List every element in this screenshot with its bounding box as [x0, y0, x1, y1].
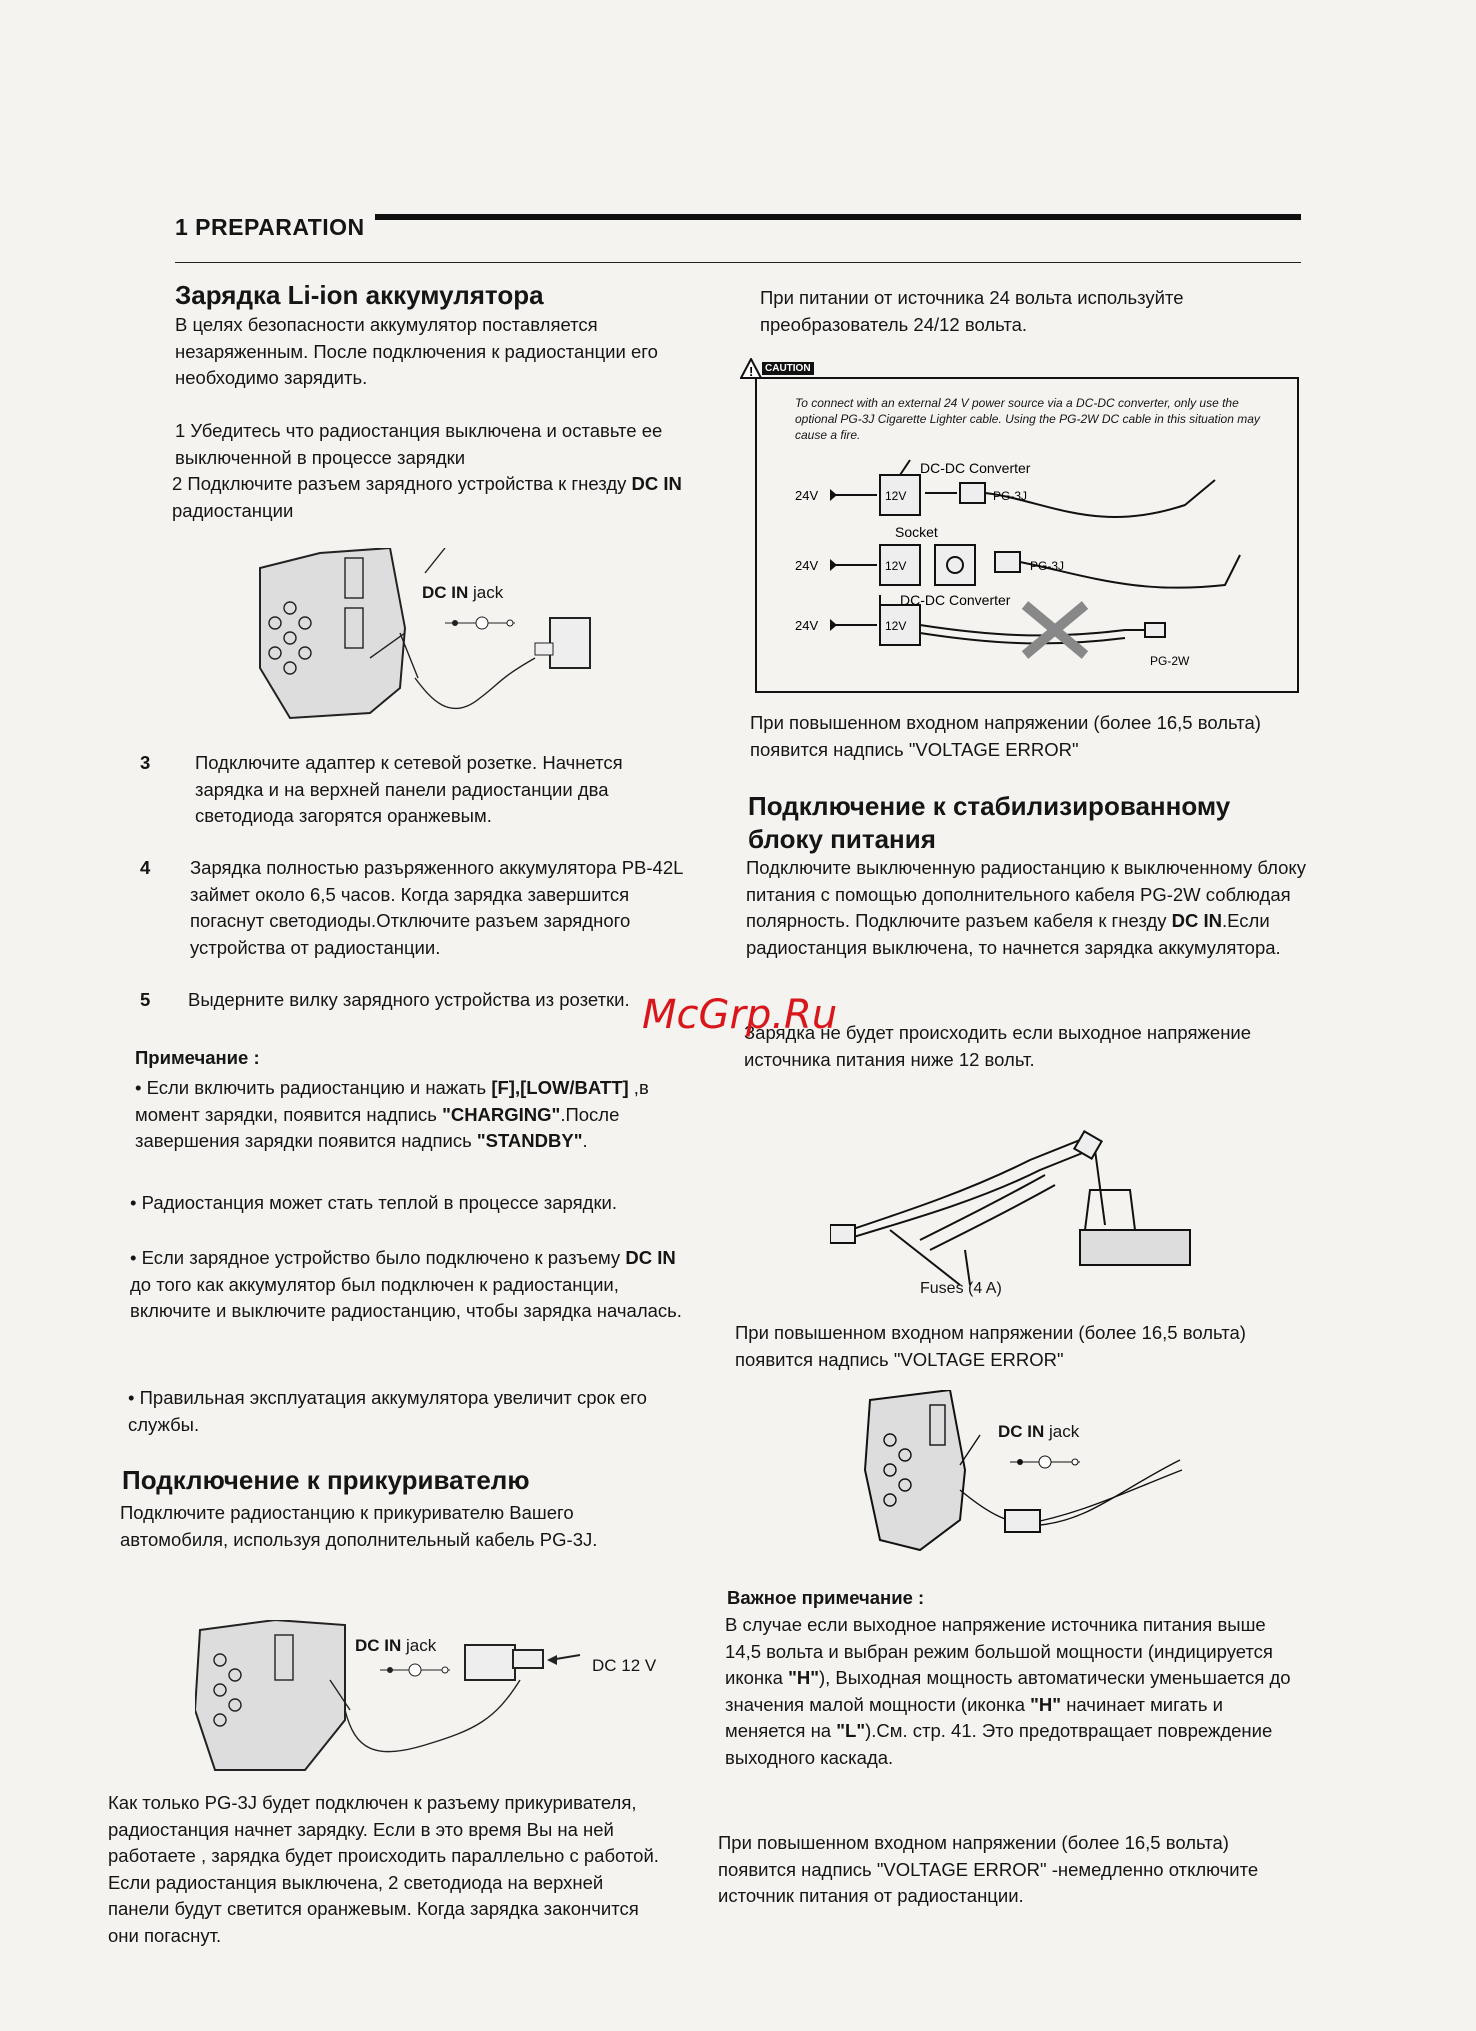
cig-jack-label: DC IN jack: [355, 1636, 437, 1655]
watermark: McGrp.Ru: [642, 992, 838, 1038]
step-4: [140, 855, 700, 987]
note-bullet-1: • Если включить радиостанцию и нажать [F],[LOW/BATT] ,в момент зарядки, появится надпись "CHARGING".После завершения зарядки появится надпись "STANDBY".: [135, 1077, 649, 1151]
step-list: [140, 750, 700, 1043]
stab-text: Подключите выключенную радиостанцию к выключенному блоку питания с помощью дополнительного кабеля PG-2W соблюдая полярность. Подключите разъем кабеля к гнезду DC IN.Если радиостанция выключена, то начнется зарядка аккумулятора.: [746, 857, 1306, 958]
fuses-figure: [830, 1130, 1200, 1305]
step-4-text: Зарядка полностью разъряженного аккумулятора PB-42L займет около 6,5 часов. Когда зарядка завершится погаснут светодиоды.Отключите разъем зарядного устройства от радиостанции.: [190, 857, 683, 958]
note-bullet-4: • Правильная эксплуатация аккумулятора увеличит срок его службы.: [128, 1387, 647, 1435]
charge-step2: 2 Подключите разъем зарядного устройства к гнезду DC IN радиостанции: [172, 473, 682, 521]
cig-title: Подключение к прикуривателю: [122, 1465, 530, 1495]
caution-24v-3: 24V: [795, 618, 819, 633]
svg-text:!: !: [749, 364, 754, 379]
caution-pg3j-1: PG-3J: [993, 489, 1028, 503]
step-3-text: Подключите адаптер к сетевой розетке. Начнется зарядка и на верхней панели радиостанции два светодиода загорятся оранжевым.: [195, 752, 623, 826]
caution-dcdc-1: DC-DC Converter: [920, 460, 1031, 476]
caution-pg2w: PG-2W: [1150, 654, 1190, 668]
caution-label: CAUTION: [762, 362, 814, 375]
caution-socket: Socket: [895, 524, 938, 540]
fuses-label: Fuses (4 A): [920, 1280, 1002, 1297]
step-4-number: 4: [140, 857, 151, 878]
charge-title: Зарядка Li-ion аккумулятора: [175, 280, 544, 310]
important-title: Важное примечание :: [727, 1587, 925, 1608]
right-top-text: При питании от источника 24 вольта используйте преобразователь 24/12 вольта.: [760, 287, 1184, 335]
note-bullet-2: • Радиостанция может стать теплой в процессе зарядки.: [130, 1192, 618, 1213]
charger-figure: [250, 548, 610, 723]
important-p1: В случае если выходное напряжение источника питания выше 14,5 вольта и выбран режим большой мощности (индицируется иконка "H"), Выходная мощность автоматически уменьшается до значения малой мощности (иконка "H" начинает мигать и меняется на "L").См. стр. 41. Это предотвращает повреждение выходного каскада.: [725, 1614, 1291, 1768]
cig-text: Подключите радиостанцию к прикуривателю Вашего автомобиля, используя дополнительный кабель PG-3J.: [120, 1502, 598, 1550]
caution-12v-1: 12V: [885, 489, 907, 503]
step-3: [140, 750, 700, 855]
step-5-text: Выдерните вилку зарядного устройства из розетки.: [188, 989, 630, 1010]
note-title: Примечание :: [135, 1047, 260, 1068]
caution-12v-2: 12V: [885, 559, 907, 573]
note-bullet-3: • Если зарядное устройство было подключено к разъему DC IN до того как аккумулятор был подключен к радиостанции, включите и выключите радиостанцию, чтобы зарядка началась.: [130, 1247, 682, 1321]
caution-12v-3: 12V: [885, 619, 907, 633]
caution-dcdc-2: DC-DC Converter: [900, 592, 1011, 608]
dcin-figure-right: [860, 1390, 1190, 1560]
voltage-error-1: При повышенном входном напряжении (более 16,5 вольта) появится надпись "VOLTAGE ERROR": [750, 712, 1261, 760]
charge-step1: 1 Убедитесь что радиостанция выключена и оставьте ее выключенной в процессе зарядки: [175, 420, 663, 468]
dcin-right-label: DC IN jack: [998, 1422, 1080, 1441]
voltage-error-2: При повышенном входном напряжении (более 16,5 вольта) появится надпись "VOLTAGE ERROR": [735, 1322, 1246, 1370]
step-3-number: 3: [140, 752, 151, 773]
important-p2: При повышенном входном напряжении (более 16,5 вольта) появится надпись "VOLTAGE ERROR" -немедленно отключите источник питания от радиостанции.: [718, 1832, 1259, 1906]
charger-jack-label: DC IN jack: [422, 583, 504, 602]
caution-24v-2: 24V: [795, 558, 819, 573]
section-title: 1 PREPARATION: [175, 214, 375, 241]
caution-text: To connect with an external 24 V power source via a DC-DC converter, only use the optional PG-3J Cigarette Lighter cable. Using the PG-2W DC cable in this situation may cause a fire.: [795, 396, 1260, 442]
stab-title: Подключение к стабилизированному блоку питания: [748, 791, 1231, 854]
step-5: [140, 987, 700, 1043]
caution-warning-icon: [740, 358, 760, 378]
caution-24v-1: 24V: [795, 488, 819, 503]
step-5-number: 5: [140, 989, 151, 1010]
cig-dc-label: DC 12 V: [592, 1656, 657, 1675]
caution-diagram: [785, 455, 1275, 680]
charge-intro: В целях безопасности аккумулятор поставляется незаряженным. После подключения к радиостанции его необходимо зарядить.: [175, 314, 658, 388]
header-thin-rule: [175, 262, 1301, 263]
stab-text-2: Зарядка не будет происходить если выходное напряжение источника питания ниже 12 вольт.: [744, 1022, 1252, 1070]
cig-after-text: Как только PG-3J будет подключен к разъему прикуривателя, радиостанция начнет зарядку. Если в это время Вы на ней работаете , зарядка будет происходить параллельно с работой. Если радиостанция выключена, 2 светодиода на верхней панели будут светится оранжевым. Когда зарядка закончится они погаснут.: [108, 1792, 659, 1946]
caution-pg3j-2: PG-3J: [1030, 559, 1065, 573]
